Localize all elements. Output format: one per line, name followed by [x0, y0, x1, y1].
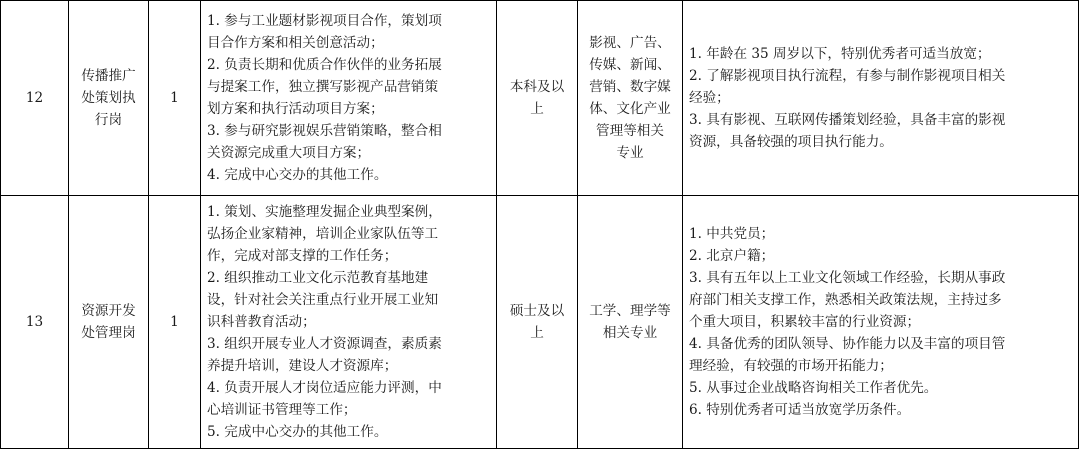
requirement-line: 2. 了解影视项目执行流程，有参与制作影视项目相关 [689, 68, 1006, 84]
position-cell [69, 1, 149, 196]
row-number: 12 [1, 1, 69, 196]
duties-cell [201, 1, 497, 196]
education-line: 上 [530, 101, 544, 117]
duty-line: 1. 策划、实施整理发掘企业典型案例， [207, 204, 442, 220]
position-cell [69, 196, 149, 449]
requirement-line: 4. 具备优秀的团队领导、协作能力以及丰富的项目管 [689, 336, 1006, 352]
duty-line: 5. 完成中心交办的其他工作。 [207, 424, 388, 440]
requirement-line: 2. 北京户籍； [689, 248, 775, 264]
duty-line: 与提案工作，独立撰写影视产品营销策 [207, 79, 439, 95]
requirement-line: 1. 中共党员； [689, 226, 775, 242]
position-line: 处策划执 [81, 90, 136, 106]
education-cell [497, 1, 578, 196]
duty-line: 设，针对社会关注重点行业开展工业知 [207, 292, 439, 308]
headcount: 1 [149, 196, 201, 449]
major-cell [578, 196, 683, 449]
requirements-cell [683, 196, 1079, 449]
duty-line: 2. 组织推动工业文化示范教育基地建 [207, 270, 429, 286]
duty-line: 关资源完成重大项目方案； [207, 145, 371, 161]
position-line: 处管理岗 [81, 325, 136, 341]
duty-line: 划方案和执行活动项目方案； [207, 101, 384, 117]
duty-line: 3. 参与研究影视娱乐营销策略，整合相 [207, 123, 442, 139]
requirement-line: 理经验，有较强的市场开拓能力； [689, 358, 893, 374]
major-line: 体、文化产业 [589, 101, 671, 117]
major-line: 影视、广告、 [589, 35, 671, 51]
duty-line: 目合作方案和相关创意活动； [207, 35, 384, 51]
education-line: 上 [530, 325, 544, 341]
requirement-line: 3. 具有影视、互联网传播策划经验，具备丰富的影视 [689, 112, 1006, 128]
requirement-line: 资源，具备较强的项目执行能力。 [689, 134, 893, 150]
education-cell [497, 196, 578, 449]
duty-line: 4. 完成中心交办的其他工作。 [207, 167, 388, 183]
requirement-line: 6. 特别优秀者可适当放宽学历条件。 [689, 402, 911, 418]
requirement-line: 个重大项目，积累较丰富的行业资源； [689, 314, 921, 330]
requirement-line: 3. 具有五年以上工业文化领域工作经验，长期从事政 [689, 270, 1006, 286]
requirements-cell [683, 1, 1079, 196]
major-line: 传媒、新闻、 [589, 57, 671, 73]
position-line: 资源开发 [81, 303, 136, 319]
headcount: 1 [149, 1, 201, 196]
duty-line: 4. 负责开展人才岗位适应能力评测，中 [207, 380, 442, 396]
table-row [1, 196, 1079, 449]
position-line: 行岗 [94, 112, 123, 128]
requirement-line: 经验； [689, 90, 730, 106]
requirement-line: 5. 从事过企业战略咨询相关工作者优先。 [689, 380, 938, 396]
position-line: 传播推广 [81, 68, 136, 84]
duty-line: 心培训证书管理等工作； [207, 402, 357, 418]
row-number: 13 [1, 196, 69, 449]
requirement-line: 1. 年龄在 35 周岁以下，特别优秀者可适当放宽； [689, 46, 991, 62]
duty-line: 作，完成对部支撑的工作任务； [207, 248, 398, 264]
duty-line: 识科普教育活动； [207, 314, 316, 330]
duty-line: 3. 组织开展专业人才资源调查，素质素 [207, 336, 442, 352]
major-line: 工学、理学等 [589, 303, 671, 319]
major-line: 相关专业 [602, 325, 658, 341]
requirement-line: 府部门相关支撑工作，熟悉相关政策法规，主持过多 [689, 292, 1002, 308]
duty-line: 弘扬企业家精神，培训企业家队伍等工 [207, 226, 439, 242]
duty-line: 养提升培训，建设人才资源库； [207, 358, 398, 374]
duty-line: 1. 参与工业题材影视项目合作，策划项 [207, 13, 442, 29]
major-cell [578, 1, 683, 196]
major-line: 营销、数字媒 [589, 79, 671, 95]
education-line: 硕士及以 [509, 303, 565, 319]
table-row [1, 1, 1079, 196]
major-line: 管理等相关 [596, 123, 664, 139]
duty-line: 2. 负责长期和优质合作伙伴的业务拓展 [207, 57, 442, 73]
duties-cell [201, 196, 497, 449]
education-line: 本科及以 [509, 79, 565, 95]
major-line: 专业 [616, 145, 644, 161]
